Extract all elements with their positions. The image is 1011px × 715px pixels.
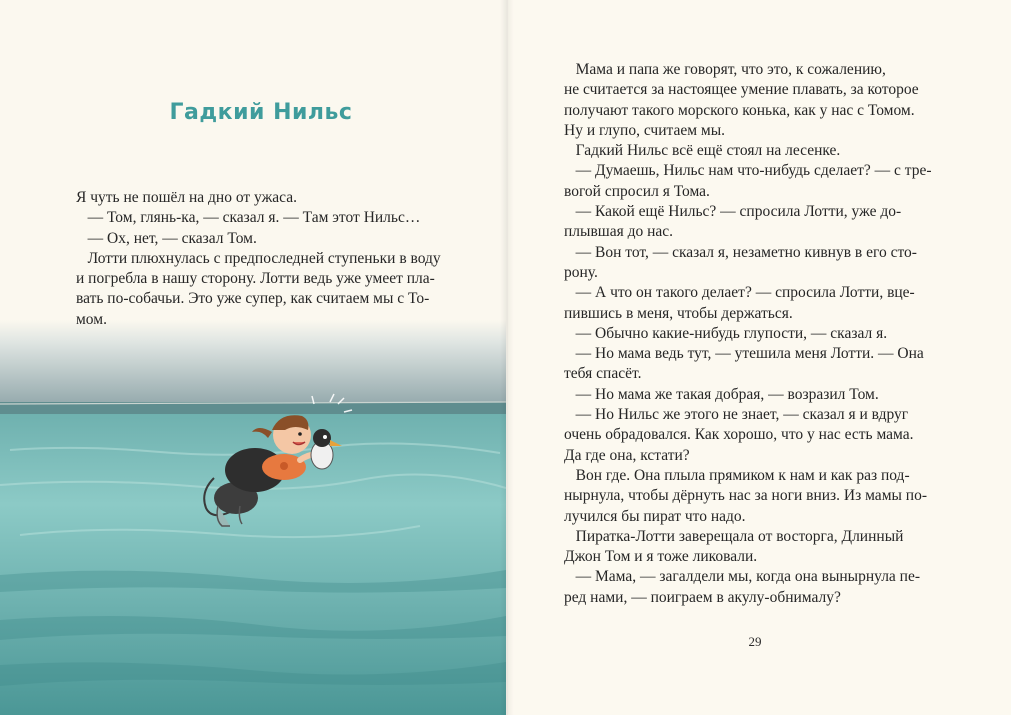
book-gutter bbox=[500, 0, 514, 715]
text-line: не считается за настоящее умение плавать, за которое bbox=[564, 81, 919, 99]
text-line: плывшая до нас. bbox=[564, 223, 674, 241]
text-line: нырнула, чтобы дёрнуть нас за ноги вниз. Из мамы по- bbox=[564, 487, 927, 505]
right-page-text bbox=[564, 60, 940, 608]
text-line: Вон где. Она плыла прямиком к нам и как раз под- bbox=[564, 466, 910, 484]
text-line: ред нами, — поиграем в акулу-обнималу? bbox=[564, 588, 841, 606]
text-line: — Обычно какие-нибудь глупости, — сказал я. bbox=[564, 324, 888, 342]
text-line: — Вон тот, — сказал я, незаметно кивнув в его сто- bbox=[564, 243, 917, 261]
text-line: Мама и папа же говорят, что это, к сожалению, bbox=[564, 61, 886, 78]
left-page-text bbox=[76, 188, 441, 330]
text-line: вать по-собачьи. Это уже супер, как считаем мы с То- bbox=[76, 290, 430, 308]
text-line: — Том, глянь-ка, — сказал я. — Там этот Нильс… bbox=[76, 209, 421, 227]
text-line: мом. bbox=[76, 310, 107, 328]
text-line: Гадкий Нильс всё ещё стоял на лесенке. bbox=[564, 142, 841, 160]
text-line: Ну и глупо, считаем мы. bbox=[564, 121, 726, 139]
text-line: пившись в меня, чтобы держаться. bbox=[564, 304, 793, 322]
text-line: очень обрадовался. Как хорошо, что у нас есть мама. bbox=[564, 426, 914, 444]
text-line: Лотти плюхнулась с предпоследней ступеньки в воду bbox=[76, 249, 441, 267]
text-line: — Мама, — загалдели мы, когда она вынырнула пе- bbox=[564, 568, 921, 586]
text-line: Да где она, кстати? bbox=[564, 446, 690, 464]
pool-illustration bbox=[0, 320, 506, 715]
text-line: вогой спросил я Тома. bbox=[564, 182, 710, 200]
page-number: 29 bbox=[748, 634, 762, 649]
text-line: — Думаешь, Нильс нам что-нибудь сделает? — с тре- bbox=[564, 162, 932, 180]
text-line: тебя спасёт. bbox=[564, 365, 642, 383]
text-line: — Какой ещё Нильс? — спросила Лотти, уже до- bbox=[564, 203, 902, 221]
text-line: и погребла в нашу сторону. Лотти ведь уже умеет пла- bbox=[76, 270, 435, 288]
text-line: — Но мама же такая добрая, — возразил Том. bbox=[564, 385, 879, 403]
text-line: Джон Том и я тоже ликовали. bbox=[564, 548, 758, 566]
text-line: получают такого морского конька, как у нас с Томом. bbox=[564, 101, 915, 119]
text-line: Пиратка-Лотти заверещала от восторга, Длинный bbox=[564, 527, 904, 545]
text-line: рону. bbox=[564, 263, 598, 281]
text-line: лучился бы пират что надо. bbox=[564, 507, 746, 525]
text-line: — Но мама ведь тут, — утешила меня Лотти. — Она bbox=[564, 345, 924, 363]
text-line: — Но Нильс же этого не знает, — сказал я и вдруг bbox=[564, 406, 909, 424]
chapter-title: Гадкий Нильс bbox=[169, 100, 353, 125]
text-line: — А что он такого делает? — спросила Лотти, вце- bbox=[564, 284, 915, 302]
text-line: — Ох, нет, — сказал Том. bbox=[76, 229, 257, 247]
text-line: Я чуть не пошёл на дно от ужаса. bbox=[76, 189, 298, 206]
